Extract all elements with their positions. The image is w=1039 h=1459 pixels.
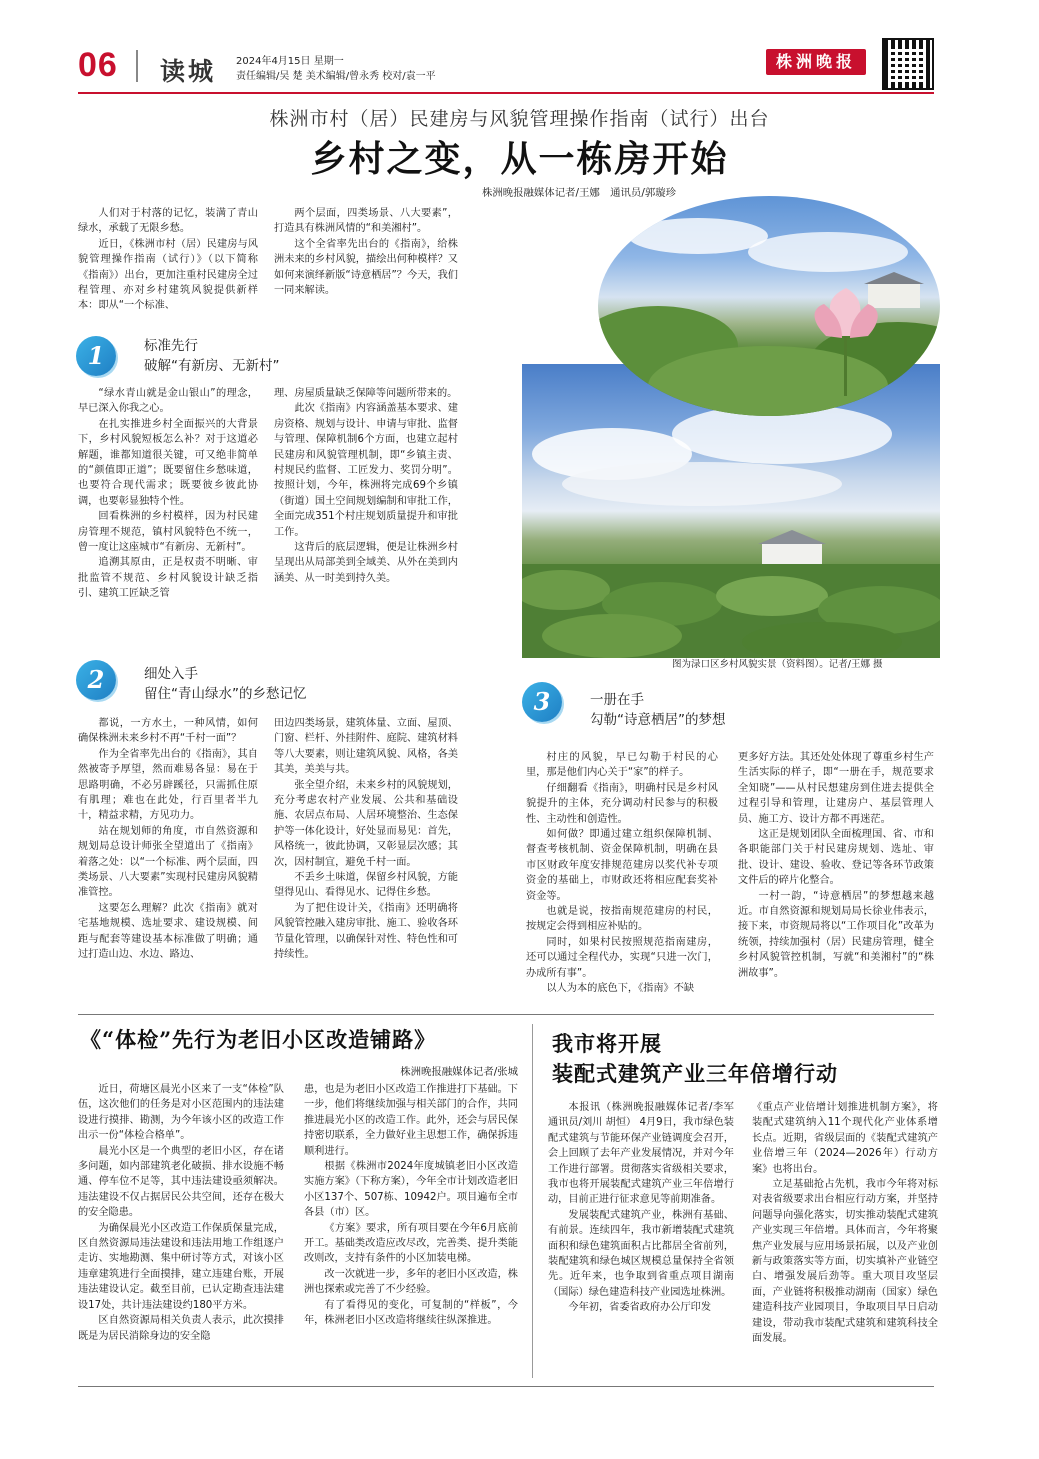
story2-title: 《“体检”先行为老旧小区改造铺路》 [80,1027,437,1052]
page-number: 06 [78,46,118,84]
header-divider [136,50,138,82]
paragraph: 同时，如果村民按照规范指南建房，还可以通过全程代办，实现“只进一次门，办成所有事”。 [526,936,718,979]
paragraph: 晨光小区是一个典型的老旧小区，存在诸多问题，如内部建筑老化破损、排水设施不畅通、停车位不足等，其中违法建设亟须解决。违法建设不仅占据居民公共空间，还存在极大的安全隐患。 [78,1145,284,1219]
paragraph: 追溯其原由，正是权责不明晰、审批监管不规范、乡村风貌设计缺乏指引、建筑工匠缺乏管 [78,557,258,600]
paragraph: 这正是规划团队全面梳理国、省、市和各职能部门关于村民建房规划、选址、审批、设计、建设、验收、登记等各环节政策文件后的碎片化整合。 [738,829,934,887]
paragraph: 人们对于村落的记忆，装满了青山绿水，承载了无限乡愁。 [78,208,258,235]
photo-caption: 图为渌口区乡村风貌实景（资料图）。记者/王娜 摄 [672,659,883,670]
main-headline: 乡村之变，从一栋房开始 [310,138,729,180]
story3-title-line2: 装配式建筑产业三年倍增行动 [552,1061,838,1086]
paragraph: 如何做？即通过建立组织保障机制、督查考核机制、资金保障机制，明确在县市区财政年度安排规范建房以奖代补专项资金的基础上，市财政还将相应配套奖补资金等。 [526,829,718,902]
story2-column-2 [304,1082,518,1378]
paragraph: 张全望介绍，未来乡村的风貌规划，充分考虑农村产业发展、公共和基础设施、农居点布局、人居环境整治、生态保护等一体化设计，好处显而易见：首先，风格统一，彼此协调，又彰显层次感；其次，因村制宜，避免千村一面。 [274,779,458,868]
paragraph: 根据《株洲市2024年度城镇老旧小区改造实施方案》（下称方案），今年全市计划改造老旧小区137个、507栋、10942户。项目遍布全市各县（市）区。 [304,1161,518,1219]
section-3-badge: 3 [522,682,562,722]
section-1-subtitle: 破解“有新房、无新村” [144,358,280,374]
paragraph: 作为全省率先出台的《指南》，其自然被寄予厚望，然而难易各显：易在于思路明确，不必另辟蹊径，只需抓住原有肌理；难也在此处，行百里者半九十，精益求精，方见功力。 [78,748,258,822]
section-1-column-1 [78,386,258,648]
qr-code-icon [882,38,934,90]
paragraph: 都说，一方水土，一种风情，如何确保株洲未来乡村不再“千村一面”？ [78,718,258,745]
paragraph: 《方案》要求，所有项目要在今年6月底前开工。基础类改造应改尽改，完善类、提升类能改则改，支持有条件的小区加装电梯。 [304,1222,518,1265]
paragraph: 此次《指南》内容涵盖基本要求、建房资格、规划与设计、申请与审批、监督与管理、保障机制6个方面，也建立起村民建房和风貌管理机制，即“乡镇主责、村规民约监督、工匠发力、奖罚分明”。按照计划，今年，株洲将完成69个乡镇（街道）国土空间规划编制和审批工作，全面完成351个村庄规划质量提升和审批工作。 [274,403,458,538]
footer-rule [78,1386,934,1387]
paragraph: 立足基础抢占先机，我市今年将对标对表省级要求出台相应行动方案，并坚持问题导向强化落实，切实推动装配式建筑产业实现三年倍增。具体而言，今年将聚焦产业发展与应用场景拓展，以及产业创新与政策落实等方面，切实填补产业链空白、增强发展后劲等。重大项目攻坚层面，产业链将积极推动湖南（国家）绿色建造科技产业园项目，争取项目早日启动建设，带动我市装配式建筑和建筑科技全面发展。 [752,1179,938,1345]
story3-title-line1: 我市将开展 [552,1031,662,1056]
paragraph: 仔细翻看《指南》，明确村民是乡村风貌提升的主体，充分调动村民参与的积极性、主动性和创造性。 [526,782,718,825]
paragraph: 《重点产业倍增计划推进机制方案》，将装配式建筑纳入11个现代化产业体系增长点。近期，省级层面的《装配式建筑产业倍增三年（2024—2026年）行动方案》也将出台。 [752,1102,938,1175]
paragraph: 站在规划师的角度，市自然资源和规划局总设计师张全望道出了《指南》着落之处：以“一个标准、两个层面，四类场景、八大要素”实现村民建房风貌精准管控。 [78,825,258,899]
story3-column-1 [548,1100,734,1378]
section-2-column-2 [274,716,458,1008]
paragraph: 区自然资源局相关负责人表示，此次摸排既是为居民消除身边的安全隐 [78,1315,284,1342]
story2-byline: 株洲晚报融媒体记者/张城 [400,1066,518,1078]
paragraph: “绿水青山就是金山银山”的理念，早已深入你我之心。 [78,388,258,415]
paragraph: 理、房屋质量缺乏保障等问题所带来的。 [274,388,458,399]
section-1-title: 标准先行 [144,338,198,354]
paragraph: 今年初，省委省政府办公厅印发 [568,1302,712,1314]
paragraph: 有了看得见的变化，可复制的“样板”，今年，株洲老旧小区改造将继续往纵深推进。 [304,1299,518,1327]
paragraph: 近日，荷塘区晨光小区来了一支“体检”队伍，这次他们的任务是对小区范围内的违法建设进行摸排、勘测，为今年该小区的改造工作出示一份“体检合格单”。 [78,1084,284,1142]
paragraph: 不丢乡土味道，保留乡村风貌，方能望得见山、看得见水、记得住乡愁。 [274,872,458,899]
paragraph: 在扎实推进乡村全面振兴的大背景下，乡村风貌短板怎么补？对于这道必解题，谁都知道很关键，可又绝非简单的“颜值即正道”；既要留住乡愁味道，也要符合现代需求；既要彼乡彼此协调，也要彰显独特个性。 [78,418,258,507]
paragraph: 更多好方法。其还处处体现了尊重乡村生产生活实际的样子，即“一册在手，规范要求全知晓”——从村民想建房到住进去提供全过程引导和管理，让建房户、基层管理人员、施工方、设计方都不再迷茫。 [738,752,934,825]
editor-credits: 责任编辑/吴 楚 美术编辑/曾永秀 校对/袁一平 [236,71,436,82]
main-byline: 株洲晚报融媒体记者/王娜 通讯员/郭璇珍 [481,187,676,199]
story-separator [78,1014,934,1015]
section-1-badge: 1 [76,336,116,376]
paragraph: 两个层面，四类场景、八大要素”，打造具有株洲风情的“和美湘村”。 [274,208,458,235]
paragraph: 本报讯（株洲晚报融媒体记者/李军 通讯员/刘川 胡恒） 4月9日，我市绿色装配式建筑与节能环保产业链调度会召开，会上回顾了去年产业发展情况，并对今年工作进行部署。贯彻落实省级相关要求，我市也将开展装配式建筑产业三年倍增行动，目前正进行征求意见等前期准备。 [548,1102,734,1206]
paragraph: 改一次就进一步，多年的老旧小区改造，株洲也探索或完善了不少经验。 [304,1268,518,1296]
section-3-subtitle: 勾勒“诗意栖居”的梦想 [590,712,726,728]
paragraph: 患，也是为老旧小区改造工作推进打下基础。下一步，他们将继续加强与相关部门的合作，共同推进晨光小区的改造工作。此外，还会与居民保持密切联系，全力做好业主思想工作，确保拆违顺利进行。 [304,1084,518,1157]
paragraph: 近日，《株洲市村（居）民建房与风貌管理操作指南（试行）》（以下简称《指南》）出台，更加注重村民建房全过程管理、亦对乡村建筑风貌提供新样本：即从“一个标准、 [78,238,258,312]
section-2-column-1 [78,716,258,1008]
issue-date: 2024年4月15日 星期一 [236,56,344,67]
section-name: 读城 [160,57,217,86]
paragraph: 也就是说，按指南规范建房的村民，按规定会得到相应补贴的。 [526,906,718,933]
section-2-badge: 2 [76,660,116,700]
paragraph: 发展装配式建筑产业，株洲有基础、有前景。连续四年，我市新增装配式建筑面积和绿色建筑面积占比都居全省前列，装配建筑和绿色城区规模总量保持全省领先。近年来，也争取到省重点项目湖南（国际）绿色建造科技产业园选址株洲。 [548,1209,734,1298]
paragraph: 这个全省率先出台的《指南》，给株洲未来的乡村风貌，描绘出何种模样？又如何来演绎新版“诗意栖居”？今天，我们一同来解读。 [274,238,458,297]
paragraph: 以人为本的底色下，《指南》不缺 [546,983,695,995]
paragraph: 这要怎么理解？此次《指南》就对宅基地规模、选址要求、建设规模、间距与配套等建设基本标准做了明确；通过打造山边、水边、路边、 [78,902,258,961]
section-2-title: 细处入手 [144,666,198,682]
paragraph: 一村一韵，“诗意栖居”的梦想越来越近。市自然资源和规划局局长徐业伟表示，接下来，市资规局将以“工作项目化”改革为统领，持续加强村（居）民建房管理，健全乡村风貌管控机制，写就“和美湘村”的“株洲故事”。 [738,890,934,979]
intro-column-1 [78,206,258,326]
lotus-flower-photo [598,196,940,416]
story2-column-1 [78,1082,284,1378]
section-3-column-2 [738,750,934,1008]
header-rule [78,92,934,94]
column-divider [532,1024,533,1378]
section-1-column-2 [274,386,458,648]
main-subtitle: 株洲市村（居）民建房与风貌管理操作指南（试行）出台 [269,108,770,130]
paragraph: 回看株洲的乡村模样，因为村民建房管理不规范，镇村风貌特色不统一，曾一度让这座城市“有新房、无新村”。 [78,511,258,554]
paragraph: 村庄的风貌，早已勾勒于村民的心里，那是他们内心关于“家”的样子。 [526,752,718,779]
story3-column-2 [752,1100,938,1378]
newspaper-logo: 株洲晚报 [766,49,866,75]
section-3-column-1 [526,750,718,1008]
paragraph: 为了把住设计关，《指南》还明确将风貌管控融入建房审批、施工、验收各环节量化管理，以确保针对性、特色性和可持续性。 [274,902,458,961]
intro-column-2 [274,206,458,326]
section-3-title: 一册在手 [590,692,644,708]
paragraph: 这背后的底层逻辑，便是让株洲乡村呈现出从局部美到全域美、从外在美到内涵美、从一时美到持久美。 [274,542,458,584]
paragraph: 为确保晨光小区改造工作保质保量完成，区自然资源局违法建设和违法用地工作组逐户走访、实地勘测、集中研讨等方式，对该小区违章建筑进行全面摸排，建立违建台账，开展违法建设认定。截至目前，已认定勘查违法建设17处，共计违法建设约180平方米。 [78,1222,284,1311]
section-2-subtitle: 留住“青山绿水”的乡愁记忆 [144,686,307,702]
paragraph: 田边四类场景，建筑体量、立面、屋顶、门窗、栏杆、外挂附件、庭院、建筑材料等八大要素，则让建筑风貌、风格，各美其美，美美与共。 [274,718,458,776]
